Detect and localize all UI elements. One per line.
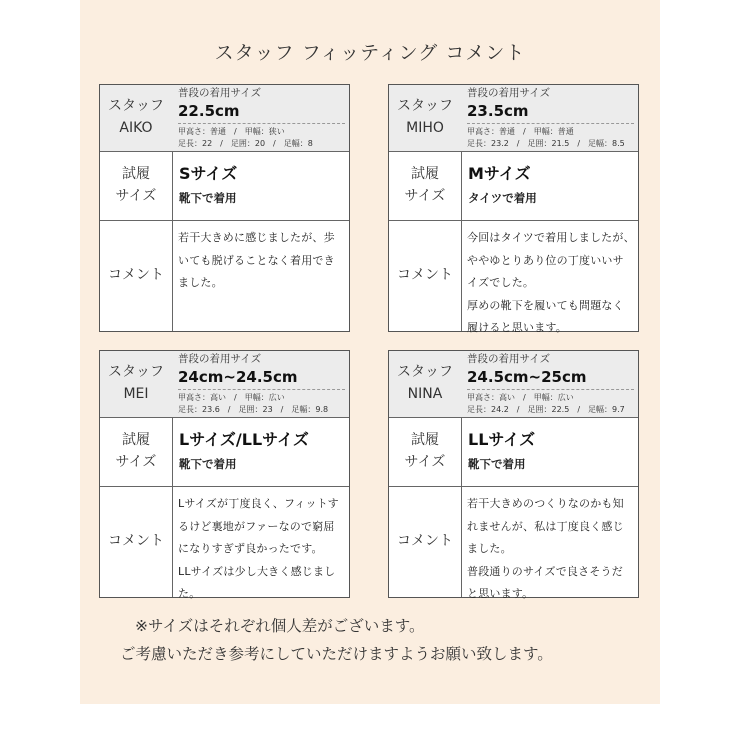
- foot-measurements: 足長：23.6 / 足囲：23 / 足幅：9.8: [178, 405, 329, 414]
- trial-size-note: 靴下で着用: [179, 457, 237, 471]
- trial-label-2: サイズ: [115, 188, 157, 204]
- trial-size-value: Sサイズ: [179, 164, 238, 183]
- trial-label: [389, 152, 462, 220]
- dashed-divider: [467, 389, 634, 390]
- comment-line: ました。: [467, 542, 512, 555]
- comment-line: LLサイズは少し大きく感じまし: [178, 564, 336, 578]
- comment-line: 厚めの靴下を履いても問題なく: [467, 298, 624, 312]
- usual-size-cell: [172, 85, 349, 151]
- comment-line: 今回はタイツで着用しましたが、: [467, 231, 635, 244]
- comment-text: [172, 221, 349, 331]
- usual-size-value: 22.5cm: [178, 102, 240, 120]
- staff-name: MEI: [123, 386, 149, 402]
- comment-line: 若干大きめに感じましたが、歩: [178, 231, 335, 244]
- trial-size-value: LLサイズ: [468, 430, 536, 449]
- trial-label-1: 試履: [122, 166, 150, 183]
- trial-size-row: [100, 418, 349, 487]
- comment-line: た。: [178, 587, 201, 600]
- comment-label-text: コメント: [397, 267, 453, 284]
- usual-size-caption: 普段の着用サイズ: [178, 87, 262, 99]
- trial-label-2: サイズ: [115, 454, 157, 470]
- comment-line: Lサイズが丁度良く、フィットす: [178, 497, 339, 510]
- usual-size-row: [100, 351, 349, 418]
- staff-name: AIKO: [119, 120, 153, 136]
- comment-row: [389, 487, 638, 600]
- comment-line: ややゆとりあり位の丁度いいサ: [467, 253, 624, 267]
- trial-label-2: サイズ: [404, 454, 446, 470]
- comment-line: になりすぎず良かったです。: [178, 542, 323, 555]
- comment-label-text: コメント: [108, 533, 164, 550]
- comment-label: [389, 487, 462, 597]
- foot-measurements: 足長：23.2 / 足囲：21.5 / 足幅：8.5: [467, 139, 625, 148]
- usual-size-cell: [172, 351, 349, 417]
- foot-measurements: 足長：22 / 足囲：20 / 足幅：8: [178, 139, 313, 148]
- comment-label: [389, 221, 462, 331]
- usual-size-caption: 普段の着用サイズ: [467, 87, 551, 99]
- trial-size-value: Mサイズ: [468, 164, 531, 183]
- staff-label: [100, 351, 173, 417]
- trial-size-row: [389, 418, 638, 487]
- comment-row: [389, 221, 638, 334]
- comment-line: ました。: [178, 276, 223, 289]
- comment-line: れませんが、私は丁度良く感じ: [467, 519, 624, 533]
- footer-note-1: ※サイズはそれぞれ個人差がございます。: [135, 617, 425, 635]
- footer-note-2: ご考慮いただき参考にしていただけますようお願い致します。: [120, 645, 553, 663]
- foot-measurements: 足長：24.2 / 足囲：22.5 / 足幅：9.7: [467, 405, 625, 414]
- staff-label-text: スタッフ: [108, 98, 164, 115]
- staff-label-text: スタッフ: [108, 364, 164, 381]
- trial-size-note: タイツで着用: [468, 191, 537, 205]
- dashed-divider: [178, 123, 345, 124]
- trial-label: [100, 152, 173, 220]
- comment-row: [100, 487, 349, 600]
- comment-line: と思います。: [467, 587, 534, 600]
- foot-shape: 甲高さ：高い / 甲幅：広い: [467, 393, 574, 402]
- comment-text: [172, 487, 349, 600]
- usual-size-caption: 普段の着用サイズ: [178, 353, 262, 365]
- comment-text: [461, 221, 638, 334]
- usual-size-cell: [461, 351, 638, 417]
- usual-size-value: 24.5cm~25cm: [467, 368, 587, 386]
- staff-name: MIHO: [406, 120, 444, 136]
- trial-label: [389, 418, 462, 486]
- trial-size-cell: [461, 152, 638, 220]
- comment-line: 若干大きめのつくりなのかも知: [467, 497, 624, 510]
- usual-size-cell: [461, 85, 638, 151]
- staff-label: [389, 351, 462, 417]
- trial-size-note: 靴下で着用: [179, 191, 237, 205]
- usual-size-value: 24cm~24.5cm: [178, 368, 298, 386]
- comment-line: いても脱げることなく着用でき: [178, 253, 335, 267]
- trial-size-row: [389, 152, 638, 221]
- trial-label-1: 試履: [122, 432, 150, 449]
- page-title: スタッフ フィッティング コメント: [214, 42, 526, 64]
- dashed-divider: [178, 389, 345, 390]
- trial-size-cell: [172, 152, 349, 220]
- dashed-divider: [467, 123, 634, 124]
- staff-label: [100, 85, 173, 151]
- comment-label-text: コメント: [108, 267, 164, 284]
- staff-label-text: スタッフ: [397, 98, 453, 115]
- foot-shape: 甲高さ：高い / 甲幅：広い: [178, 393, 285, 402]
- staff-name: NINA: [407, 386, 443, 402]
- staff-label-text: スタッフ: [397, 364, 453, 381]
- foot-shape: 甲高さ：普通 / 甲幅：狭い: [178, 127, 285, 136]
- staff-card: [388, 350, 639, 598]
- usual-size-row: [389, 85, 638, 152]
- usual-size-value: 23.5cm: [467, 102, 529, 120]
- comment-label-text: コメント: [397, 533, 453, 550]
- trial-size-cell: [461, 418, 638, 486]
- comment-row: [100, 221, 349, 331]
- usual-size-row: [389, 351, 638, 418]
- staff-card: [99, 350, 350, 598]
- foot-shape: 甲高さ：普通 / 甲幅：普通: [467, 127, 574, 136]
- comment-text: [461, 487, 638, 600]
- trial-size-row: [100, 152, 349, 221]
- comment-line: 普段通りのサイズで良さそうだ: [467, 564, 623, 578]
- staff-label: [389, 85, 462, 151]
- comment-label: [100, 221, 173, 331]
- comment-line: 履けると思います。: [467, 321, 567, 334]
- staff-card: [99, 84, 350, 332]
- trial-label-2: サイズ: [404, 188, 446, 204]
- comment-line: るけど裏地がファーなので窮屈: [178, 519, 335, 533]
- usual-size-caption: 普段の着用サイズ: [467, 353, 551, 365]
- trial-label-1: 試履: [411, 166, 439, 183]
- staff-card: [388, 84, 639, 332]
- comment-line: イズでした。: [467, 276, 535, 289]
- trial-size-cell: [172, 418, 349, 486]
- trial-size-value: Lサイズ/LLサイズ: [179, 430, 309, 449]
- trial-size-note: 靴下で着用: [468, 457, 526, 471]
- comment-label: [100, 487, 173, 597]
- trial-label: [100, 418, 173, 486]
- trial-label-1: 試履: [411, 432, 439, 449]
- usual-size-row: [100, 85, 349, 152]
